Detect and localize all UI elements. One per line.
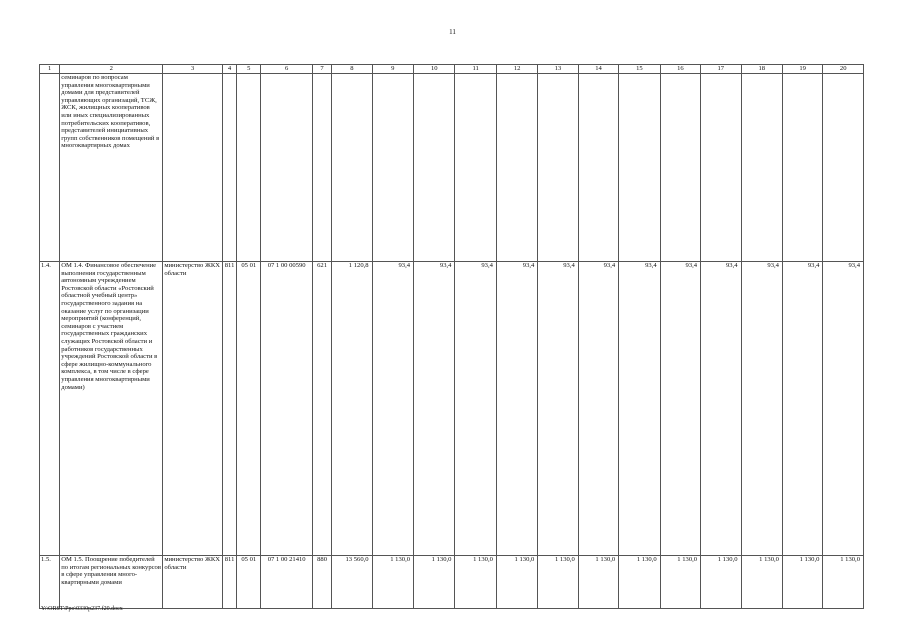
vr-code: 880 [312, 556, 331, 609]
year-amount [619, 74, 660, 262]
header-cell: 10 [414, 65, 455, 74]
vr-code: 621 [312, 262, 331, 556]
executor [163, 74, 223, 262]
header-cell: 19 [782, 65, 822, 74]
year-amount: 1 130,0 [538, 556, 578, 609]
year-amount [414, 74, 455, 262]
year-amount: 93,4 [701, 262, 741, 556]
rzpr-code: 05 01 [237, 262, 261, 556]
header-cell: 15 [619, 65, 660, 74]
year-amount [455, 74, 496, 262]
csr-code [261, 74, 313, 262]
year-amount: 1 130,0 [823, 556, 864, 609]
total-amount: 13 560,0 [332, 556, 372, 609]
year-amount [701, 74, 741, 262]
grbs-code: 811 [222, 262, 236, 556]
activity-name: семинаров по вопросам управления многоквартирными домами для представителей управляющих организаций, ТСЖ, ЖСК, жилищных кооперативов или иных специализированных потребительских кооперативов, представителей инициативных групп собственников помещений в многоквартирных домах [60, 74, 163, 262]
header-cell: 4 [222, 65, 236, 74]
row-number: 1.4. [40, 262, 60, 556]
header-cell: 9 [372, 65, 413, 74]
table-row [40, 556, 864, 609]
year-amount: 93,4 [823, 262, 864, 556]
header-cell: 18 [741, 65, 782, 74]
year-amount: 1 130,0 [782, 556, 822, 609]
table-row [40, 74, 864, 262]
grbs-code: 811 [222, 556, 236, 609]
total-amount [332, 74, 372, 262]
year-amount: 93,4 [578, 262, 618, 556]
year-amount: 1 130,0 [660, 556, 700, 609]
year-amount [578, 74, 618, 262]
year-amount [496, 74, 537, 262]
year-amount: 1 130,0 [741, 556, 782, 609]
activity-name: ОМ 1.5. Поощрение победителей по итогам региональных конкурсов в сфере управления много-квартирными домами [60, 556, 163, 609]
year-amount: 93,4 [496, 262, 537, 556]
year-amount [823, 74, 864, 262]
year-amount [372, 74, 413, 262]
total-amount: 1 120,8 [332, 262, 372, 556]
year-amount: 1 130,0 [619, 556, 660, 609]
header-cell: 16 [660, 65, 700, 74]
year-amount: 93,4 [741, 262, 782, 556]
header-cell: 2 [60, 65, 163, 74]
year-amount: 1 130,0 [496, 556, 537, 609]
csr-code: 07 1 00 00590 [261, 262, 313, 556]
year-amount: 93,4 [782, 262, 822, 556]
header-cell: 7 [312, 65, 331, 74]
csr-code: 07 1 00 21410 [261, 556, 313, 609]
year-amount [741, 74, 782, 262]
year-amount: 1 130,0 [414, 556, 455, 609]
header-cell: 8 [332, 65, 372, 74]
header-cell: 5 [237, 65, 261, 74]
year-amount: 93,4 [660, 262, 700, 556]
rzpr-code [237, 74, 261, 262]
header-cell: 13 [538, 65, 578, 74]
executor: министерство ЖКХ области [163, 262, 223, 556]
header-cell: 1 [40, 65, 60, 74]
header-cell: 6 [261, 65, 313, 74]
year-amount: 1 130,0 [578, 556, 618, 609]
header-cell: 11 [455, 65, 496, 74]
page-number: 11 [449, 28, 456, 36]
activity-name: ОМ 1.4. Финансовое обеспечение выполнения государственным автономным учреждением Ростовской области «Ростовский областной учебный центр» государственного задания на оказание услуг по организации мероприятий (конференций, семинаров с участием государственных гражданских служащих Ростовской области и работников государственных учреждений Ростовской области в сфере жилищно-коммунального комплекса, в том числе в сфере управления многоквартирными домами) [60, 262, 163, 556]
header-cell: 17 [701, 65, 741, 74]
year-amount: 93,4 [619, 262, 660, 556]
year-amount: 93,4 [414, 262, 455, 556]
row-number: 1.5. [40, 556, 60, 609]
row-number [40, 74, 60, 262]
year-amount: 93,4 [455, 262, 496, 556]
header-cell: 20 [823, 65, 864, 74]
year-amount: 1 130,0 [701, 556, 741, 609]
year-amount: 1 130,0 [455, 556, 496, 609]
year-amount [660, 74, 700, 262]
year-amount: 93,4 [372, 262, 413, 556]
header-row [40, 65, 864, 74]
grbs-code [222, 74, 236, 262]
rzpr-code: 05 01 [237, 556, 261, 609]
budget-table [39, 64, 864, 609]
table-row [40, 262, 864, 556]
footer-file-path: Y:\ORST\Ppo\0330p237.f20.docx [41, 606, 123, 612]
executor: министерство ЖКХ области [163, 556, 223, 609]
header-cell: 12 [496, 65, 537, 74]
year-amount [782, 74, 822, 262]
header-cell: 14 [578, 65, 618, 74]
year-amount: 93,4 [538, 262, 578, 556]
header-cell: 3 [163, 65, 223, 74]
year-amount [538, 74, 578, 262]
year-amount: 1 130,0 [372, 556, 413, 609]
vr-code [312, 74, 331, 262]
